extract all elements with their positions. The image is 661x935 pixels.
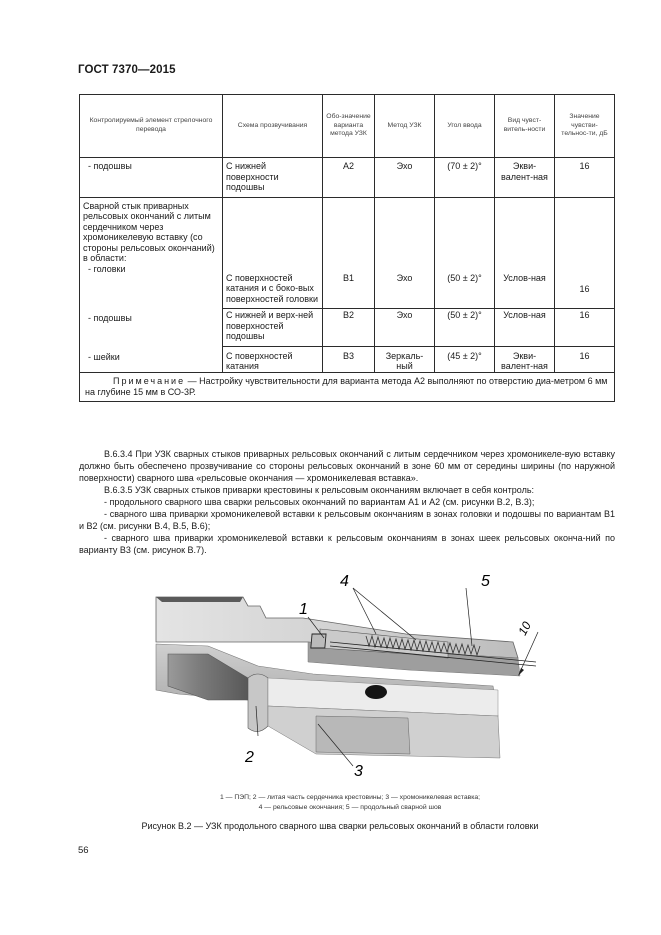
col-header-sensitivity: Вид чувст-витель-ности — [495, 95, 555, 158]
label-1: 1 — [299, 601, 308, 618]
figure-legend — [150, 793, 550, 813]
cell-sensitivity: Услов-ная — [495, 309, 555, 347]
cell-scheme: С нижней поверхности подошвы — [223, 158, 323, 198]
cell-element: - шейки — [80, 346, 223, 372]
col-header-element: Контролируемый элемент стрелочного перевода — [80, 95, 223, 158]
label-4: 4 — [340, 573, 349, 590]
list-item: - продольного сварного шва сварки рельсовых окончаний по вариантам А1 и А2 (см. рисунки В.2, В.3); — [104, 497, 535, 507]
cell-element: - подошвы — [80, 309, 223, 347]
table-row — [80, 197, 615, 309]
table-row — [80, 158, 615, 198]
probe-transducer — [311, 634, 326, 648]
cell-value: 16 — [555, 197, 615, 309]
cell-method: Эхо — [375, 197, 435, 309]
cell-sensitivity: Экви-валент-ная — [495, 158, 555, 198]
frog-top-edge — [156, 597, 243, 602]
cell-sensitivity: Экви-валент-ная — [495, 346, 555, 372]
spec-table — [79, 94, 615, 402]
cell-method: Эхо — [375, 309, 435, 347]
leader-5 — [466, 588, 472, 646]
document-header: ГОСТ 7370—2015 — [78, 64, 176, 76]
cell-variant: В3 — [323, 346, 375, 372]
table-note-row — [80, 372, 615, 401]
cell-variant: В2 — [323, 309, 375, 347]
col-header-value: Значение чувстви-тельнос-ти, дБ — [555, 95, 615, 158]
note-label: Примечание — [113, 375, 186, 386]
paragraph: В.6.3.5 УЗК сварных стыков приварки крестовины к рельсовым окончаниям включает в себя контроль: — [104, 485, 535, 495]
cell-element-block: Сварной стык приварных рельсовых окончаний с литым сердечником через хромоникелевую вставку (со стороны рельсовых окончаний) в области: — [83, 200, 215, 263]
cell-value: 16 — [555, 309, 615, 347]
cell-angle: (70 ± 2)° — [435, 158, 495, 198]
table-row — [80, 309, 615, 347]
cell-angle: (50 ± 2)° — [435, 309, 495, 347]
figure-caption: Рисунок В.2 — УЗК продольного сварного шва сварки рельсовых окончаний в области головки — [141, 821, 539, 831]
cell-scheme: С поверхностей катания — [223, 346, 323, 372]
col-header-scheme: Схема прозвучивания — [223, 95, 323, 158]
table-row — [80, 346, 615, 372]
label-3: 3 — [354, 763, 363, 780]
weld-figure — [148, 566, 548, 786]
bolt-hole — [365, 685, 387, 699]
label-2: 2 — [245, 749, 254, 766]
cell-value: 16 — [555, 158, 615, 198]
cell-variant: В1 — [323, 197, 375, 309]
legend-line: 1 — ПЭП; 2 — литая часть сердечника крестовины; 3 — хромоникелевая вставка; — [219, 794, 481, 801]
cell-method: Эхо — [375, 158, 435, 198]
cell-angle: (50 ± 2)° — [435, 197, 495, 309]
frog-edge — [248, 674, 268, 732]
legend-line: 4 — рельсовые окончания; 5 — продольный сварной шов — [258, 804, 442, 811]
col-header-variant: Обо-значение варианта метода УЗК — [323, 95, 375, 158]
list-item: - сварного шва приварки хромоникелевой вставки к рельсовым окончаниям в зонах головки и подошвы по вариантам В1 и В2 (см. рисунки В.4, В.5, В.6); — [79, 509, 615, 531]
col-header-method: Метод УЗК — [375, 95, 435, 158]
insert-web — [316, 716, 410, 754]
cell-method: Зеркаль-ный — [375, 346, 435, 372]
list-item: - сварного шва приварки хромоникелевой вставки к рельсовым окончаниям в зонах шеек рельсовых оконча-ний по варианту В3 (см. рисунок В.7). — [79, 533, 615, 555]
cell-angle: (45 ± 2)° — [435, 346, 495, 372]
paragraph: В.6.3.4 При УЗК сварных стыков приварных рельсовых окончаний с литым сердечником через хромоникеле-вую вставку должно быть обеспечено прозвучивание со стороны рельсовых окончаний в зоне 60 мм от середины ширины (по наружной поверхности) сварного шва «рельсовые окончания — хромоникелевая вставка». — [79, 449, 615, 483]
cell-element: - подошвы — [80, 158, 223, 198]
cell-sensitivity: Услов-ная — [495, 197, 555, 309]
cell-value: 16 — [555, 346, 615, 372]
cell-scheme: С нижней и верх-ней поверхностей подошвы — [223, 309, 323, 347]
col-header-angle: Угол ввода — [435, 95, 495, 158]
table-note — [80, 372, 615, 401]
page-number: 56 — [78, 845, 89, 856]
table-header-row — [80, 95, 615, 158]
body-text — [79, 448, 615, 556]
cell-element: - головки — [88, 263, 126, 274]
note-text: — Настройку чувствительности для варианта метода А2 выполняют по отверстию диа-метром 6 мм на глубине 15 мм в СО-3Р. — [85, 375, 608, 397]
cell-scheme: С поверхностей катания и с боко-вых поверхностей головки — [223, 197, 323, 309]
cell-variant: А2 — [323, 158, 375, 198]
label-dimension: 10 — [515, 619, 534, 638]
label-5: 5 — [481, 573, 490, 590]
